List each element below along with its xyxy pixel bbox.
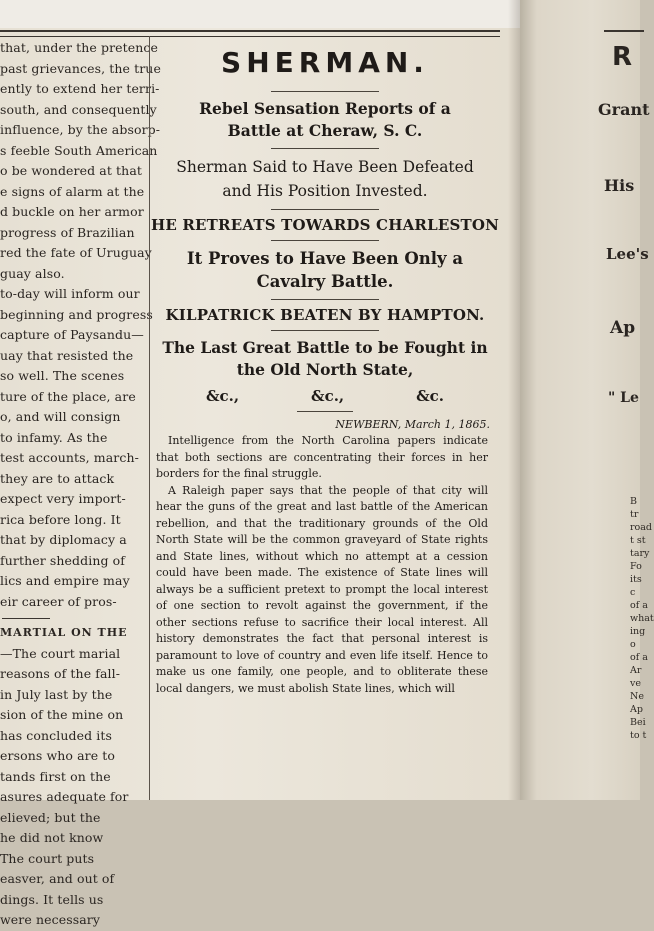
deck-line: Sherman Said to Have Been Defeated	[176, 158, 474, 176]
text-line: were necessary	[0, 912, 101, 927]
text-line: what	[630, 613, 654, 624]
etc-row	[170, 387, 480, 405]
deck-last-battle	[150, 337, 500, 381]
text-line: to-day will inform our	[0, 286, 140, 301]
deck-rule	[271, 209, 379, 210]
deck-retreats: HE RETREATS TOWARDS CHARLESTON	[150, 216, 500, 234]
text-line: s feeble South American	[0, 142, 158, 158]
text-line: expect very import-	[0, 491, 126, 506]
deck-rule	[271, 240, 379, 241]
right-deck-fragment: Grant	[598, 100, 650, 119]
text-line: rica before long. It	[0, 511, 121, 527]
text-line: Fo	[630, 561, 642, 572]
deck-rebel-reports	[150, 98, 500, 142]
text-line: The court puts	[0, 850, 95, 866]
left-column-bottom-text	[0, 623, 150, 931]
text-line: further shedding of	[0, 552, 126, 568]
deck-line: Rebel Sensation Reports of a	[199, 99, 451, 118]
right-top-rule	[604, 30, 644, 32]
deck-rule	[271, 299, 379, 300]
text-line: past grievances, the true	[0, 60, 161, 76]
text-line: ing o	[630, 626, 646, 650]
text-line: asures adequate for	[0, 789, 129, 804]
deck-rule	[271, 330, 379, 331]
article-body	[156, 433, 488, 697]
text-line: o, and will consign	[0, 409, 121, 424]
left-column-top-text	[0, 38, 161, 612]
text-line: reasons of the fall-	[0, 666, 121, 681]
right-deck-fragment: " Le	[608, 390, 639, 406]
deck-line: Battle at Cheraw, S. C.	[227, 121, 423, 140]
text-line: t st	[630, 535, 646, 546]
deck-kilpatrick: KILPATRICK BEATEN BY HAMPTON.	[165, 306, 485, 324]
text-line: Ap	[630, 704, 643, 715]
deck-sherman-defeated	[150, 155, 500, 203]
deck-line: and His Position Invested.	[222, 182, 428, 200]
text-line: capture of Paysandu—	[0, 327, 144, 342]
text-line: o be wondered at that	[0, 163, 142, 178]
text-line: of a	[630, 652, 648, 663]
text-line: in July last by the	[0, 686, 113, 702]
text-line: has concluded its	[0, 727, 113, 743]
text-line: e signs of alarm at the	[0, 183, 145, 199]
deck-rule	[271, 148, 379, 149]
text-line: ture of the place, are	[0, 388, 136, 404]
text-line: Ne	[630, 691, 644, 702]
etc-mark: &c.	[416, 387, 444, 405]
deck-line: It Proves to Have Been Only a	[186, 249, 464, 268]
text-line: to infamy. As the	[0, 429, 108, 445]
article-paragraph: A Raleigh paper says that the people of that city will hear the guns of the great and last battle of the American rebellion, and that the traditionary grounds of the Old North State will be the common graveyard of State rights and State lines, without which no attempt at a cession could have been made. The existence of State lines will always be a sufficient pretext to prompt the local interest of one section to revolt against the government, if the other sections refuse to sacrifice their local interest. All history demonstrates the fact that personal interest is paramount to love of country and even life itself. Hence to make us one family, one people, and to obliterate these local dangers, we must abolish State lines, which will	[156, 483, 488, 695]
dateline: NEWBERN, March 1, 1865.	[335, 418, 490, 431]
text-line: that, under the pretence	[0, 40, 159, 55]
right-page-fragments	[520, 0, 654, 800]
text-line: red the fate of Uruguay	[0, 245, 152, 260]
right-deck-fragment: Ap	[610, 318, 636, 338]
text-line: influence, by the absorp-	[0, 122, 161, 137]
page-top-margin	[0, 0, 522, 28]
headline: SHERMAN.	[221, 46, 429, 79]
newspaper-page-right	[520, 0, 654, 800]
text-line: of a	[630, 600, 648, 611]
text-line: road	[630, 522, 653, 533]
left-column-article	[0, 38, 161, 931]
text-line: ently to extend her terri-	[0, 81, 160, 96]
text-line: Ar	[630, 665, 642, 676]
right-deck-fragment: Lee's	[606, 245, 649, 263]
text-line: south, and consequently	[0, 101, 157, 117]
text-line: that by diplomacy a	[0, 532, 127, 547]
deck-line: The Last Great Battle to be Fought in	[162, 338, 488, 357]
text-line: test accounts, march-	[0, 450, 139, 465]
text-line: MARTIAL ON THE	[0, 626, 128, 639]
text-line: —The court marial	[0, 645, 121, 661]
text-line: d buckle on her armor	[0, 204, 144, 219]
text-line: they are to attack	[0, 470, 115, 486]
deck-line: Cavalry Battle.	[256, 272, 394, 291]
sherman-article	[150, 34, 500, 697]
deck-line: the Old North State,	[236, 360, 414, 379]
text-line: tr	[630, 509, 639, 520]
text-line: eir career of pros-	[0, 593, 117, 609]
text-line: elieved; but the	[0, 809, 101, 825]
article-paragraph: Intelligence from the North Carolina papers indicate that both sections are concentrating their forces in her borders for the final struggle.	[156, 434, 488, 480]
text-line: sion of the mine on	[0, 707, 124, 722]
text-line: uay that resisted the	[0, 347, 134, 363]
etc-mark: &c.,	[205, 387, 240, 405]
etc-mark: &c.,	[311, 387, 345, 405]
text-line: ersons who are to	[0, 748, 116, 763]
text-line: B	[630, 496, 637, 507]
text-line: ve	[630, 678, 641, 689]
deck-cavalry-battle	[150, 247, 500, 293]
text-line: lics and empire may	[0, 573, 130, 588]
text-line: Bei	[630, 717, 646, 728]
text-line: to t	[630, 730, 647, 741]
left-column-separator	[2, 618, 50, 619]
text-line: he did not know	[0, 830, 104, 845]
text-line: progress of Brazilian	[0, 224, 135, 240]
text-line: easver, and out of	[0, 871, 115, 886]
right-deck-fragment: His	[604, 176, 635, 195]
text-line: tands first on the	[0, 768, 111, 784]
text-line: its c	[630, 574, 642, 598]
text-line: so well. The scenes	[0, 368, 125, 383]
right-headline-fragment: R	[612, 42, 633, 72]
etc-rule	[297, 411, 353, 412]
right-body-text	[630, 495, 654, 742]
text-line: guay also.	[0, 265, 65, 281]
text-line: tary	[630, 548, 650, 559]
headline-rule	[271, 91, 379, 92]
text-line: dings. It tells us	[0, 891, 104, 907]
text-line: beginning and progress	[0, 306, 153, 322]
